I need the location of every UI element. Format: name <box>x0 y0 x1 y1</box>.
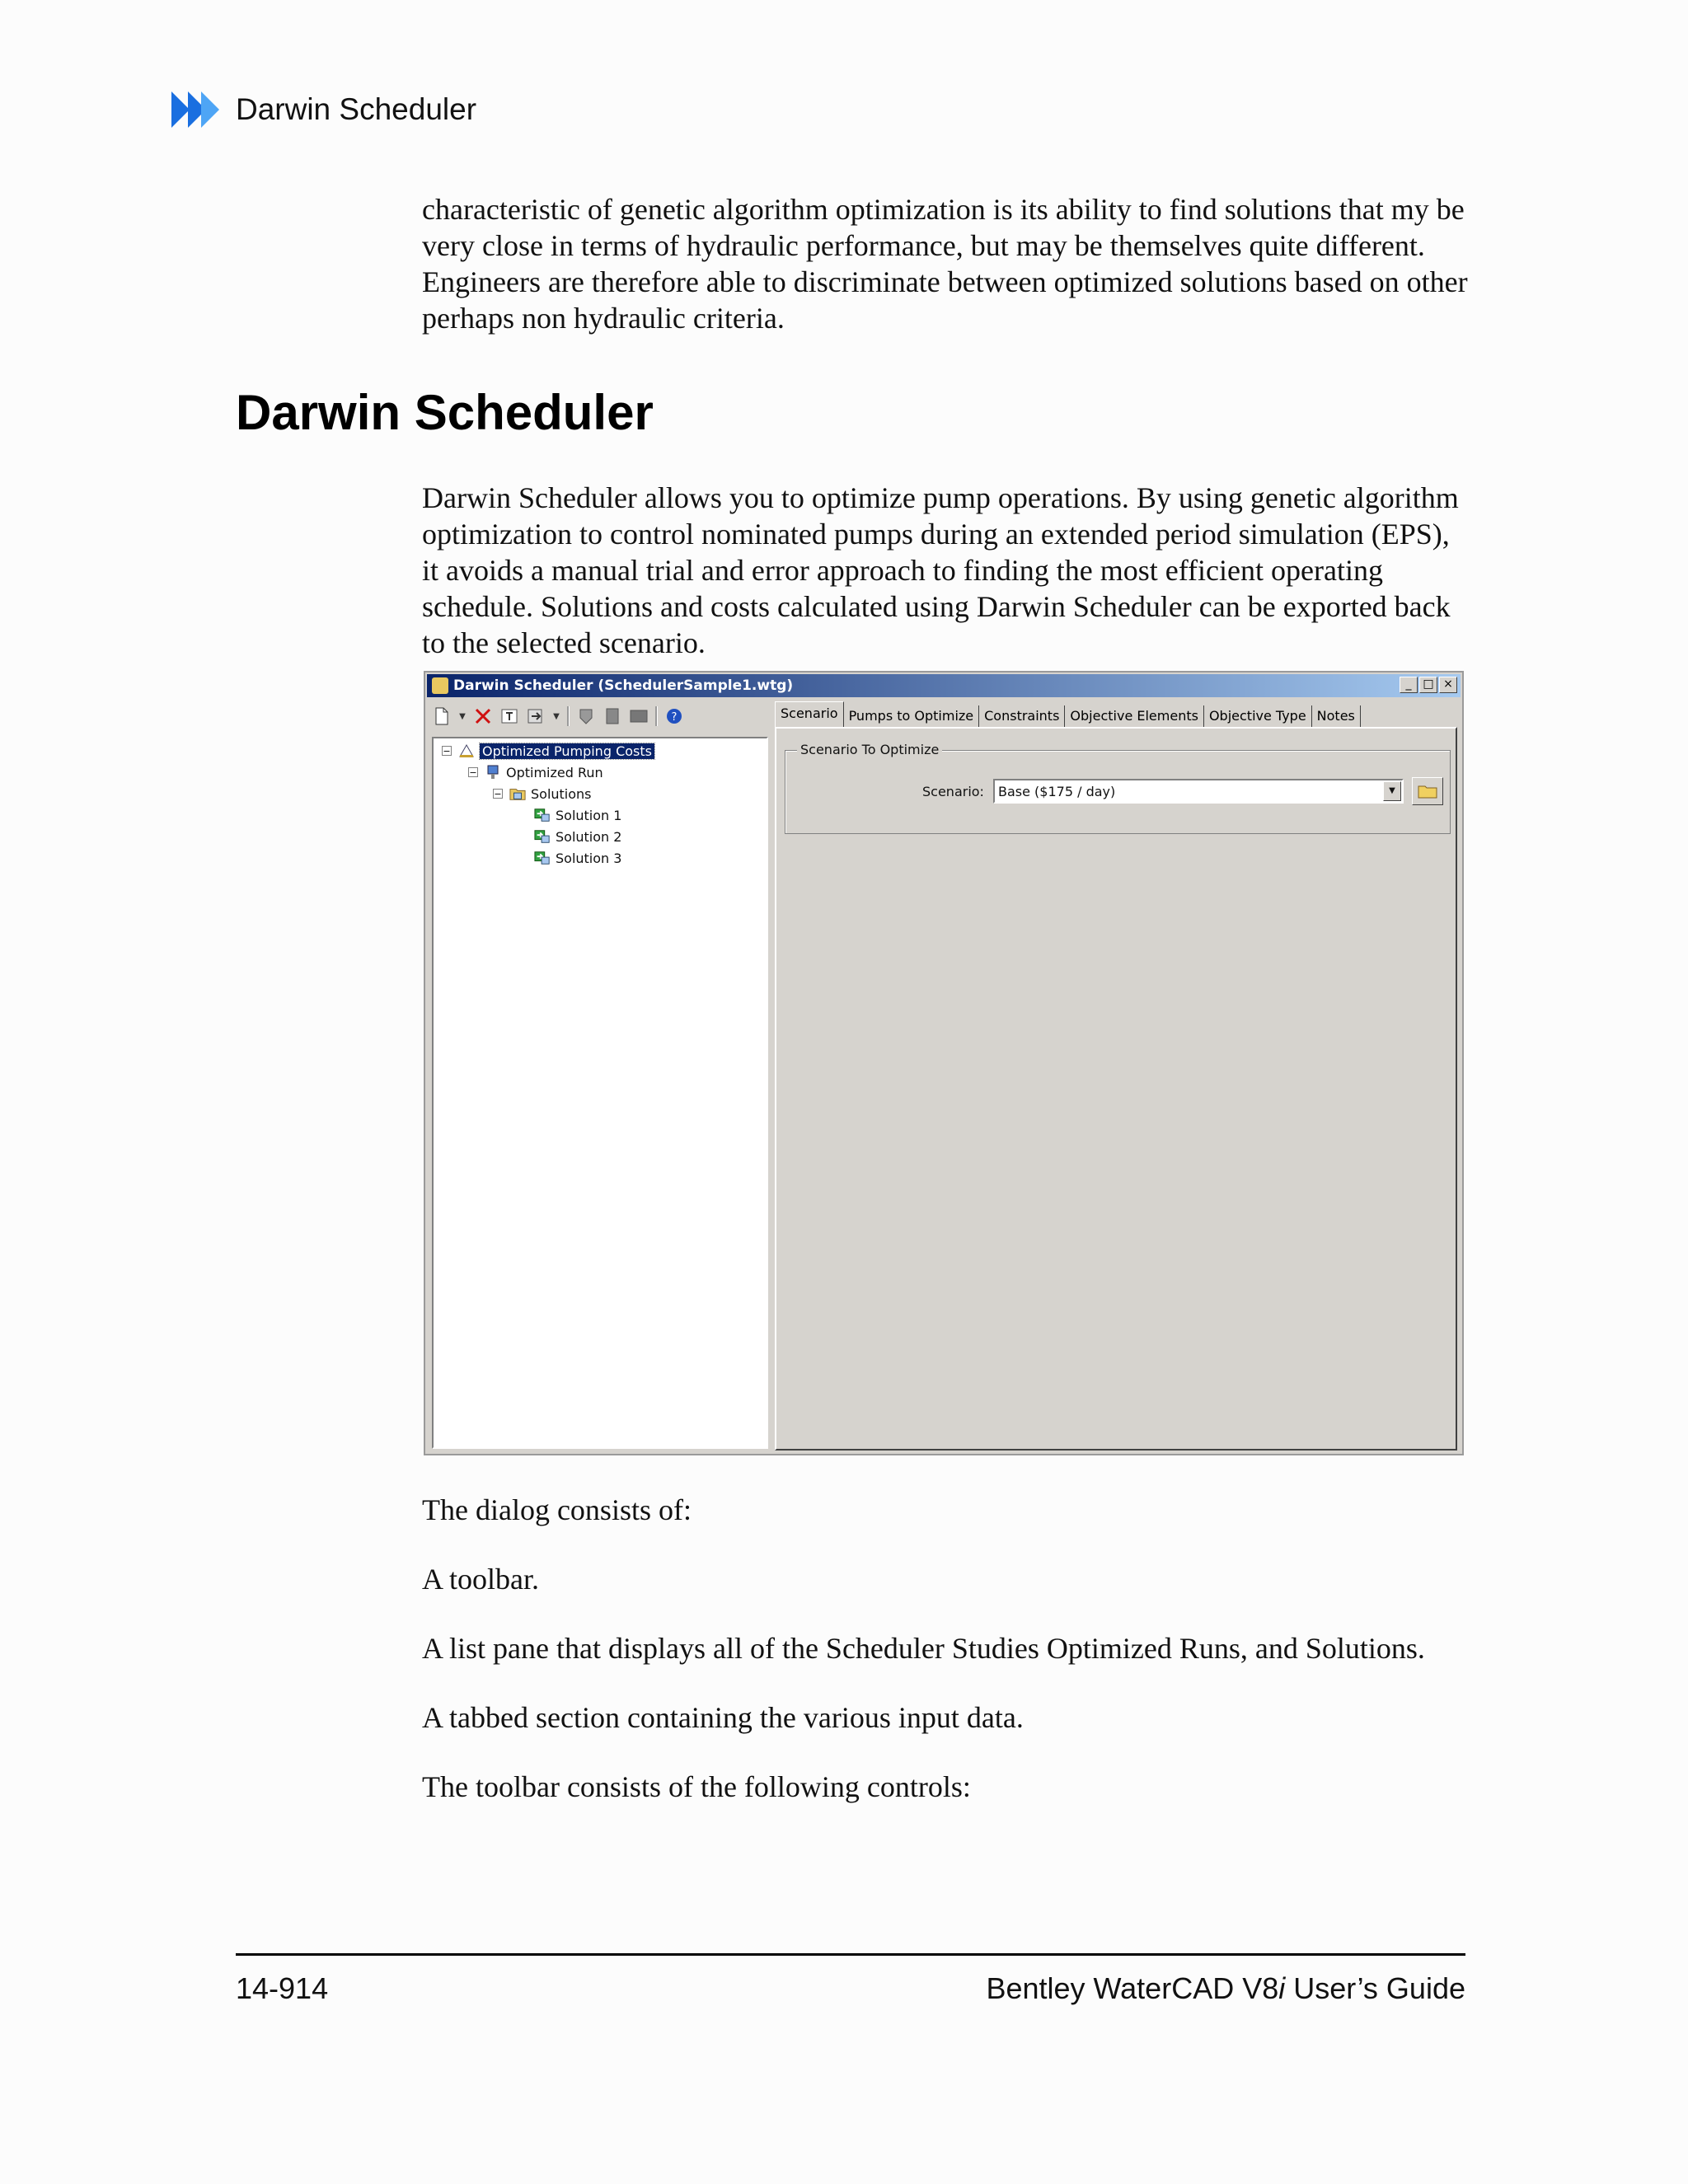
footer-rule <box>236 1953 1465 1956</box>
groupbox-label: Scenario To Optimize <box>797 742 942 757</box>
tree-label-solution-1: Solution 1 <box>556 807 622 823</box>
darwin-scheduler-dialog <box>424 671 1464 1455</box>
scenario-label: Scenario: <box>922 784 984 799</box>
export-dropdown-arrow-icon[interactable]: ▼ <box>553 711 560 721</box>
solution-icon <box>534 851 551 865</box>
tab-objective-elements[interactable]: Objective Elements <box>1065 705 1204 727</box>
tree-label-root: Optimized Pumping Costs <box>480 743 654 759</box>
running-head-title: Darwin Scheduler <box>236 92 477 126</box>
study-icon <box>458 743 475 758</box>
svg-text:?: ? <box>671 711 678 724</box>
solution-icon <box>534 829 551 844</box>
tree-label-solutions: Solutions <box>531 785 592 802</box>
minimize-button[interactable]: _ <box>1400 677 1418 693</box>
intro-paragraph: characteristic of genetic algorithm optimization is its ability to find solutions that my be very close in terms of hydraulic performance, but may be themselves quite different. Engineers are therefore able to discriminate between optimized solutions based on other perhaps non hydraulic criteria. <box>422 193 1468 335</box>
tree-node-solutions[interactable] <box>493 785 592 803</box>
toolbar-separator <box>567 706 570 726</box>
dialog-title: Darwin Scheduler (SchedulerSample1.wtg) <box>453 677 794 694</box>
export-icon[interactable] <box>526 706 546 726</box>
collapse-icon[interactable]: − <box>469 767 477 778</box>
book-title-main: Bentley WaterCAD V8 <box>986 1971 1279 2005</box>
browse-scenario-button[interactable] <box>1412 777 1443 805</box>
toolbar-separator <box>655 706 658 726</box>
maximize-button[interactable]: □ <box>1419 677 1437 693</box>
help-icon[interactable] <box>664 706 684 726</box>
compute-icon[interactable] <box>576 706 596 726</box>
rename-icon[interactable] <box>499 706 519 726</box>
toolbar-controls-text: The toolbar consists of the following controls: <box>422 1770 971 1803</box>
scenario-select[interactable] <box>993 779 1404 804</box>
scenario-tab-panel <box>775 727 1457 1451</box>
tab-scenario[interactable]: Scenario <box>775 701 844 727</box>
options-icon[interactable] <box>629 706 649 726</box>
dialog-consists-text: The dialog consists of: <box>422 1493 692 1526</box>
window-buttons <box>1400 677 1457 693</box>
scenario-select-value: Base ($175 / day) <box>998 784 1116 799</box>
delete-icon[interactable] <box>473 706 493 726</box>
tab-pumps-to-optimize[interactable]: Pumps to Optimize <box>844 705 980 727</box>
run-icon <box>485 765 501 780</box>
section-heading: Darwin Scheduler <box>236 385 654 440</box>
book-title <box>986 1971 1465 2006</box>
tree-node-solution-2[interactable] <box>534 827 621 846</box>
collapse-icon[interactable]: − <box>494 789 502 799</box>
tab-objective-type[interactable]: Objective Type <box>1204 705 1312 727</box>
book-title-italic: i <box>1278 1971 1286 2005</box>
tree-node-run[interactable] <box>468 763 603 781</box>
collapse-icon[interactable]: − <box>443 746 451 757</box>
new-dropdown-arrow-icon[interactable]: ▼ <box>459 711 466 721</box>
book-title-suffix: User’s Guide <box>1285 1971 1465 2005</box>
list-item-tabbed-section: A tabbed section containing the various input data. <box>422 1701 1024 1734</box>
new-icon[interactable] <box>432 706 452 726</box>
dialog-toolbar <box>432 702 762 730</box>
running-head <box>171 89 476 130</box>
dialog-tabs <box>775 702 1361 727</box>
list-item-list-pane: A list pane that displays all of the Scheduler Studies Optimized Runs, and Solutions. <box>422 1632 1425 1665</box>
tree-label-run: Optimized Run <box>506 764 603 780</box>
dialog-titlebar <box>427 674 1461 697</box>
tree-node-solution-1[interactable] <box>534 806 621 824</box>
folder-icon <box>1418 783 1437 799</box>
list-item-toolbar: A toolbar. <box>422 1563 539 1596</box>
solutions-folder-icon <box>509 786 526 801</box>
scenario-groupbox <box>785 742 1451 834</box>
tree-node-solution-3[interactable] <box>534 849 621 867</box>
close-button[interactable]: × <box>1439 677 1457 693</box>
tree-node-root[interactable] <box>442 742 654 760</box>
app-icon <box>432 677 448 694</box>
page-number: 14-914 <box>236 1971 329 2005</box>
chevron-down-icon[interactable]: ▼ <box>1383 781 1401 801</box>
double-chevron-icon <box>171 91 221 128</box>
study-tree-pane[interactable] <box>432 737 768 1449</box>
description-paragraph: Darwin Scheduler allows you to optimize pump operations. By using genetic algorithm optimization to control nominated pumps during an extended period simulation (EPS), it avoids a manual trial and error approach to finding the most efficient operating schedule. Solutions and costs calculated using Darwin Scheduler can be exported back to the selected scenario. <box>422 481 1459 659</box>
tree-label-solution-2: Solution 2 <box>556 828 622 845</box>
tab-notes[interactable]: Notes <box>1312 705 1361 727</box>
tree-label-solution-3: Solution 3 <box>556 850 622 866</box>
solution-icon <box>534 808 551 823</box>
tab-constraints[interactable]: Constraints <box>979 705 1065 727</box>
report-icon[interactable] <box>603 706 622 726</box>
